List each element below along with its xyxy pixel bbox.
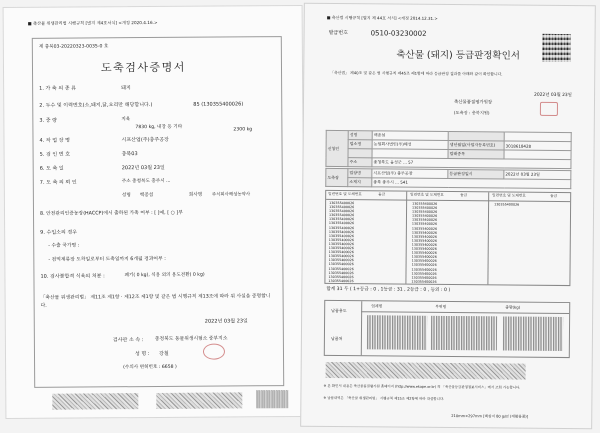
requester-corp: 주식회사해성농약사 (211, 192, 251, 198)
applicant-table (325, 130, 571, 169)
issue-number: 0510-03230002 (370, 29, 427, 38)
mid-label: 업체명 (371, 303, 383, 309)
carcass-serial: 130355400026 (328, 221, 355, 226)
carcass-serial: 130355400026 (411, 213, 438, 219)
page-title: 도축검사증명서 (100, 60, 186, 75)
section-9a: - 수출 국가명 : (48, 243, 80, 249)
carcass-serial: 130355400026 (411, 279, 437, 284)
carcass-serial: 130355400026 (411, 263, 437, 268)
carcass-serial: 130355400026 (412, 201, 438, 206)
row-label: 4. 작 업 장 명 (39, 137, 70, 144)
issue-date: 2022년 03월 23일 (534, 92, 572, 99)
carcass-serial: 130355400026 (329, 205, 355, 210)
row-value: 주소 충청북도 충주시 ... (121, 178, 171, 185)
cell: 백종섭 (372, 131, 448, 141)
cell: 생년월일(사업자등록번호) (448, 140, 504, 149)
cell: 성명 (348, 131, 372, 140)
redacted-block (431, 316, 497, 351)
carcass-serial: 130355400026 (411, 250, 437, 256)
carcass-serial: 130355400026 (328, 237, 354, 243)
section-label: 도축장 (326, 168, 348, 186)
carcass-serial: 130355400026 (328, 233, 355, 238)
row-value: 시프산업(주)충주공장 (121, 136, 169, 144)
requester-corp-label: 회사명 (188, 192, 203, 198)
serial-column (411, 202, 456, 284)
grade-certificate (300, 3, 596, 430)
slaughterhouse-table (325, 168, 571, 189)
slaughterhouse-note: (도축장 : 충북지원) (453, 110, 490, 116)
carcass-serial: 130355400026 (411, 267, 437, 272)
carcass-serial: 130355400026 (329, 200, 355, 206)
col-header: 등급 (550, 193, 558, 198)
carcass-serial: 130355400026 (411, 242, 437, 247)
qr-code-icon (542, 34, 570, 62)
name-label: 성 명 : (134, 351, 150, 358)
col-header: 등급 (460, 193, 468, 198)
page-title: 축산물 (돼지) 등급판정확인서 (396, 49, 521, 62)
cell: 업태종목 (448, 149, 504, 158)
carcass-serial: 130355400026 (328, 258, 354, 263)
carcass-serial: 130355400026 (411, 230, 438, 235)
serial-column (328, 201, 373, 283)
carcass-serial: 130355400026 (411, 275, 437, 280)
carcass-serial: 130355400026 (411, 258, 437, 264)
carcass-serial: 130355400026 (412, 209, 438, 215)
issue-date: 2022년 03월 23일 (204, 318, 248, 325)
office-label: 검사관 소 속 : (112, 337, 144, 344)
certificate-frame (32, 36, 284, 388)
carcass-serial: 130355400026 (328, 270, 354, 275)
carcass-serial: 130355400026 (328, 250, 354, 255)
cell (448, 131, 504, 140)
col-header: 등급 (378, 192, 386, 197)
footer-note: ※ 납품내역은 「축산물 위생관리법」 시행규칙 제15조 제2항에 따라 작성합니다. (323, 395, 445, 401)
row-label: 7. 도 축 의 뢰 인 (39, 179, 77, 186)
mid-label: 중량(kg) (505, 304, 521, 310)
col-header: 일련번호 및 도체번호 (410, 192, 444, 197)
carcass-serial: 130355400026 (411, 246, 437, 251)
row-label: 5. 검 인 번 호 (39, 151, 71, 158)
redacted-block (503, 316, 563, 351)
carcass-serial: 130355400026 (328, 225, 355, 230)
carcass-serial: 130355400026 (411, 218, 438, 223)
row-value: 2022년 03월 23일 (121, 164, 165, 172)
row-label: 2. 두수 및 이력번호(소,돼지,닭,오리만 해당합니다.) (39, 102, 153, 109)
cell: 농업회사법인(주)해성 (372, 140, 448, 150)
section-10-value: 폐기( 0 kg), 식용 외의 용도전환( 0 kg) (124, 272, 205, 279)
license-line: (수의사 면허번호 : 6658 ) (123, 364, 177, 371)
mid-label: 부위명 (435, 303, 447, 309)
section-9: 9. 수입소의 경우 (40, 229, 78, 236)
row-label: 3. 중 량 (39, 117, 58, 124)
redacted-block (367, 315, 427, 350)
row-label: 6. 도 축 일 (39, 165, 64, 172)
col-header: 일련번호 및 도체번호 (328, 191, 362, 197)
barcode-block (52, 393, 138, 410)
row-label: 1. 가 축 의 종 류 (39, 85, 77, 92)
summary-line: 합계 31 두 ( 1+등급 : 0 , 1등급 : 31 , 2등급 : 0 , 등외 : 0 ) (326, 286, 451, 294)
issue-label: 발급번호 (328, 29, 348, 37)
carcass-serial: 130355400026 (328, 266, 354, 271)
issuer: 축산물품질평가원장 (453, 100, 493, 106)
section-label: 신청인 (326, 130, 348, 166)
barcode-block (256, 390, 288, 408)
cell: 시프산업(주) 충주공장 (372, 169, 448, 179)
haccp-line: 8. 안전관리인증농장(HACCP)에서 출하된 가축 여부 : [ ]예, [ ○ ]부 (39, 210, 183, 217)
carcass-serial: 130355400026 (411, 271, 437, 276)
section-9b: - 검역계류장 도착일로부터 도축일까지 6개월 경과여부 : (48, 256, 166, 263)
weight-detail: 7830 kg, 내장 등 기타 (135, 124, 183, 131)
legal-text: 「축산물 위생관리법」 제11조 제1항 · 제12조 제1항 및 같은 법 시행규칙 제13조에 따라 위 사실을 증명합니다. (40, 294, 271, 309)
purpose-label: 납품용도 (331, 307, 347, 314)
delivery-table (324, 300, 570, 358)
cell: 3018618428 (504, 141, 571, 151)
col-header: 일련번호 및 도체번호 (492, 193, 526, 198)
doc-number: 제 충북03-20220323-0035-0 호 (38, 44, 109, 50)
cell: 소재지 (348, 178, 372, 187)
official-seal (540, 102, 558, 116)
carcass-serial: 130355400026 (328, 262, 354, 267)
requester-name-label: 성명 (121, 193, 131, 199)
cell: 2022년 03월 23일 (504, 170, 571, 180)
description: 「축산법」 제40조 및 같은 법 시행규칙 제45조 제1항에 따라 등급판정 결과를 아래와 같이 확인합니다. (330, 69, 503, 77)
weight-other: 2300 kg (233, 127, 253, 133)
row-value: 돼지 (121, 85, 131, 92)
carcass-serial: 130355400026 (328, 229, 355, 234)
carcass-serial: 130355400026 (328, 254, 354, 259)
carcass-list (324, 190, 571, 286)
cell (348, 149, 372, 158)
carcass-serial: 130355400026 (328, 213, 355, 218)
cell: 등급판정일시 (448, 169, 504, 178)
row-value: 85 (130355400026) (193, 101, 244, 108)
inspector-name: 강철 (158, 350, 169, 357)
paper-spec: 210mm×297mm [백상지 80 g/㎡ (재활용품)] (451, 414, 529, 419)
office: 충청북도 동물위생시험소 중부지소 (154, 336, 228, 342)
section-10: 10. 검사불합격 식육의 처분 : (40, 273, 105, 280)
cell: 충북 충주시 ... 541 (372, 178, 571, 189)
carcass-serial: 130355400026 (328, 278, 354, 283)
cell: 충청북도 음성군 ... 57 (372, 158, 571, 169)
row-value: 지육 (121, 117, 131, 123)
barcode-block (156, 392, 242, 409)
official-seal (203, 344, 225, 360)
cell: 주소 (348, 158, 372, 167)
carcass-serial: 130355400026 (411, 234, 438, 239)
redacted-block (326, 362, 526, 380)
carcass-serial: 130355400026 (328, 241, 354, 247)
carcass-serial: 130355400026 (412, 205, 438, 210)
footer-note: ※ 본 확인서 내용은 축산물품질평가원 홈페이지 (http://www.ekape.or.kr) 의 「축산물등급판정정보서비스」에서 조회 가능합니다. (323, 383, 521, 390)
serial-column (494, 202, 538, 206)
requester-name: 백종섭 (139, 193, 154, 199)
carcass-serial: 130355400026 (328, 245, 354, 251)
carcass-serial: 130355400026 (329, 209, 355, 214)
carcass-serial: 130355400026 (411, 238, 437, 243)
carcass-serial: 130355400026 (411, 254, 437, 260)
cell: 업소명 (348, 140, 372, 149)
carcass-serial: 130355400026 (494, 202, 520, 207)
confirm-label: 납품처 (330, 335, 343, 342)
form-note: ■ 축산물 위생관리법 시행규칙 [별지 제4호서식] <개정 2020.4.16.> (27, 19, 158, 26)
carcass-serial: 130355400026 (411, 226, 438, 231)
carcass-serial: 130355400026 (328, 217, 355, 222)
row-value: 충북03 (121, 151, 138, 158)
carcass-serial: 130355400026 (328, 274, 354, 279)
cell: 업장명 (348, 169, 372, 178)
inspection-certificate (3, 5, 306, 419)
carcass-serial: 130355400026 (411, 222, 438, 227)
form-note: ■ 축산법 시행규칙 [별지 제 44호 서식] <개정 2014.12.31.> (326, 14, 438, 21)
